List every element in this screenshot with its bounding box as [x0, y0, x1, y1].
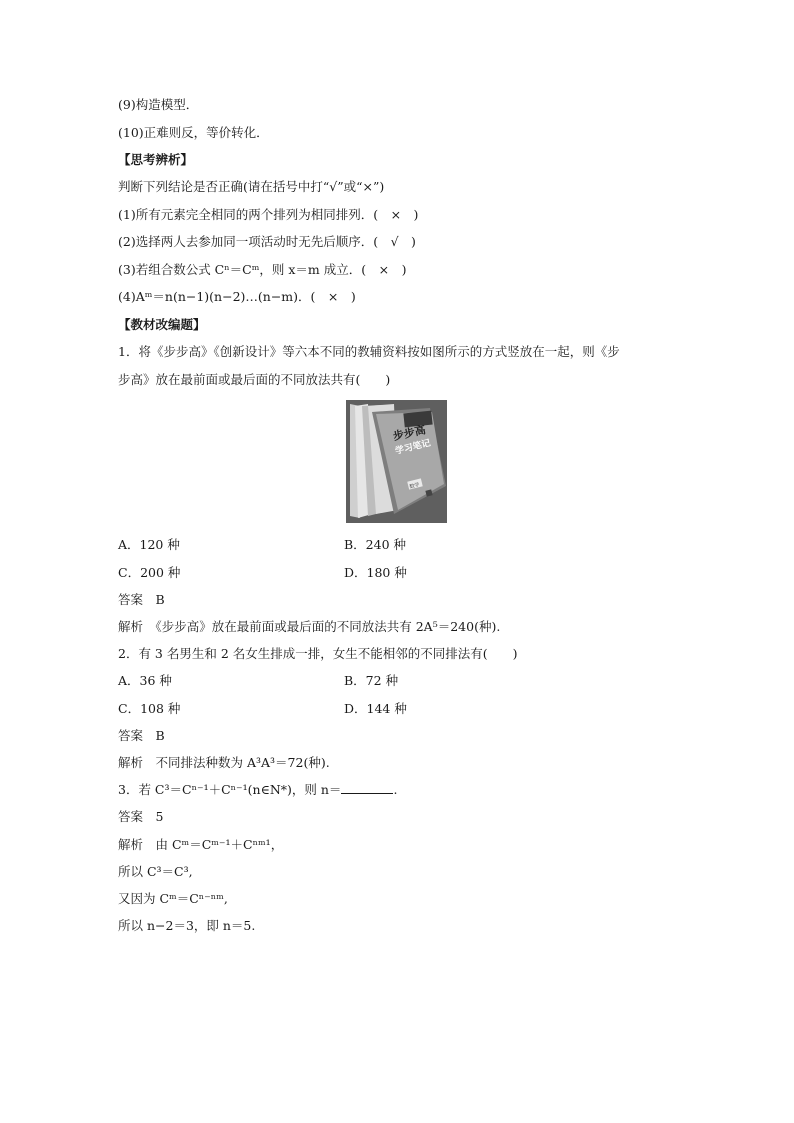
q1-option-a: A．120 种 [118, 537, 180, 552]
q1-option-b: B．240 种 [344, 537, 407, 552]
q3-stem-end: . [393, 782, 398, 797]
q2-option-b: B．72 种 [344, 673, 399, 688]
section-heading-textbook: 【教材改编题】 [118, 317, 206, 332]
think-item-1: (1)所有元素完全相同的两个排列为相同排列．( × ) [118, 207, 419, 222]
q3-analysis-line1: 解析 由 Cᵐ＝Cᵐ⁻¹＋Cⁿᵐ¹， [118, 837, 284, 852]
q1-option-c: C．200 种 [118, 565, 181, 580]
photo-cover-brand: 步步高 [391, 423, 427, 443]
intro-item-10: (10)正难则反，等价转化． [118, 125, 269, 140]
think-item-3: (3)若组合数公式 Cⁿ＝Cᵐ，则 x＝m 成立．( × ) [118, 262, 407, 277]
q3-analysis-line2: 所以 C³＝C³, [118, 864, 193, 879]
q2-option-a: A．36 种 [118, 673, 172, 688]
think-instruction: 判断下列结论是否正确(请在括号中打“√”或“×”) [118, 179, 385, 194]
q2-stem: 2．有 3 名男生和 2 名女生排成一排，女生不能相邻的不同排法有( ) [118, 646, 518, 661]
think-item-2: (2)选择两人去参加同一项活动时无先后顺序．( √ ) [118, 234, 416, 249]
q3-analysis-line4: 所以 n−2＝3，即 n＝5. [118, 918, 256, 933]
q2-option-c: C．108 种 [118, 701, 181, 716]
intro-item-9: (9)构造模型． [118, 97, 199, 112]
q1-answer: 答案 B [118, 592, 165, 607]
q3-answer-blank [341, 781, 393, 794]
q1-stem-line1: 1．将《步步高》《创新设计》等六本不同的教辅资料按如图所示的方式竖放在一起，则《步 [118, 344, 620, 359]
q2-answer: 答案 B [118, 728, 165, 743]
photo-cover-subject: 数学 [408, 482, 421, 491]
q2-analysis: 解析 不同排法种数为 A³A³＝72(种). [118, 755, 330, 770]
q3-answer: 答案 5 [118, 809, 164, 824]
q1-option-d: D．180 种 [344, 565, 407, 580]
photo-cover-title: 学习笔记 [394, 438, 432, 457]
q3-stem-text: 3．若 C³＝Cⁿ⁻¹＋Cⁿ⁻¹(n∈N*)，则 n＝ [118, 782, 342, 797]
think-item-4: (4)Aᵐ＝n(n−1)(n−2)…(n−m)．( × ) [118, 289, 356, 304]
section-heading-think: 【思考辨析】 [118, 152, 194, 167]
q1-stem-line2: 步高》放在最前面或最后面的不同放法共有( ) [118, 372, 391, 387]
q3-analysis-line3: 又因为 Cᵐ＝Cⁿ⁻ⁿᵐ, [118, 891, 228, 906]
q1-analysis: 解析 《步步高》放在最前面或最后面的不同放法共有 2A⁵＝240(种). [118, 619, 501, 634]
books-photo [346, 400, 447, 523]
q2-option-d: D．144 种 [344, 701, 407, 716]
q3-stem [118, 781, 397, 799]
